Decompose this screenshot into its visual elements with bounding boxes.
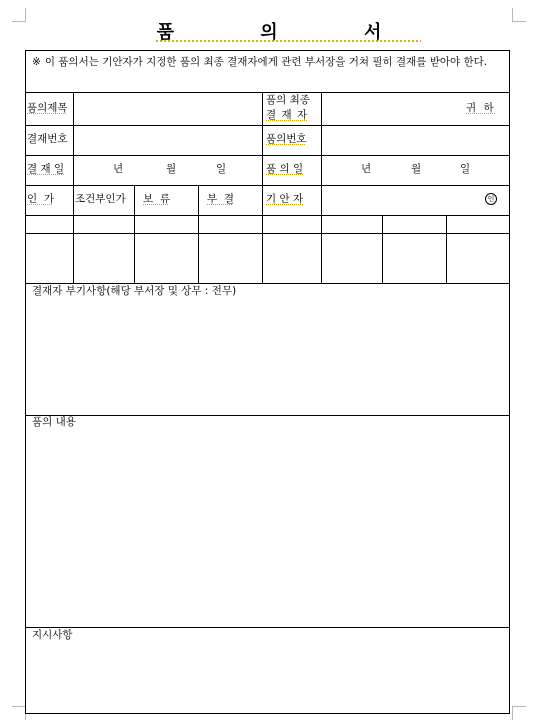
row-divider: [26, 185, 509, 186]
approve-option: 인 가: [27, 193, 54, 205]
approval-date-label: 결 재 일: [27, 163, 65, 175]
reject-option: 부 결: [207, 193, 234, 205]
drafter-label: 기 안 자: [266, 193, 304, 205]
column-divider: [446, 215, 447, 283]
approval-date-day: 일: [216, 163, 227, 175]
approval-date-month: 월: [166, 163, 177, 175]
seal-mark: 인: [485, 193, 497, 205]
row-divider: [26, 283, 509, 284]
conditional-approve-option: 조건부인가: [75, 193, 126, 205]
approval-form: [25, 50, 510, 714]
hold-option: 보 류: [143, 193, 170, 205]
row-divider: [26, 215, 509, 216]
column-divider: [198, 185, 199, 283]
request-date-month: 월: [411, 163, 422, 175]
notice-text: ※ 이 품의서는 기안자가 지정한 품의 최종 결재자에게 관련 부서장을 거쳐 필히 결재를 받아야 한다.: [32, 56, 488, 68]
column-divider: [262, 185, 263, 283]
request-date-year: 년: [361, 163, 372, 175]
row-divider: [26, 92, 509, 93]
request-date-label: 품 의 일: [266, 163, 304, 175]
reference-mark: ※: [32, 56, 41, 68]
request-date-day: 일: [460, 163, 471, 175]
column-divider: [321, 185, 322, 283]
subject-label: 품의제목: [27, 102, 68, 114]
final-approver-label-line2: 결 재 자: [266, 109, 309, 121]
final-approver-label-line1: 품의 최종: [266, 94, 310, 106]
content-heading: 품의 내용: [32, 416, 76, 428]
row-divider: [26, 233, 509, 234]
approval-date-year: 년: [113, 163, 124, 175]
honorific: 귀 하: [466, 102, 496, 114]
crop-mark-bottom-right: [512, 706, 526, 720]
approval-number-label: 결재번호: [27, 133, 68, 145]
column-divider: [382, 215, 383, 283]
approver-notes-heading: 결재자 부기사항(해당 부서장 및 상무 : 전무): [32, 285, 237, 297]
document-title: 품 의 서: [156, 22, 422, 43]
row-divider: [26, 415, 509, 416]
column-divider: [134, 185, 135, 283]
instructions-heading: 지시사항: [32, 629, 73, 641]
row-divider: [26, 125, 509, 126]
crop-mark-bottom-left: [12, 706, 26, 720]
request-number-label: 품의번호: [266, 133, 307, 145]
column-divider: [73, 185, 74, 283]
row-divider: [26, 627, 509, 628]
row-divider: [26, 155, 509, 156]
